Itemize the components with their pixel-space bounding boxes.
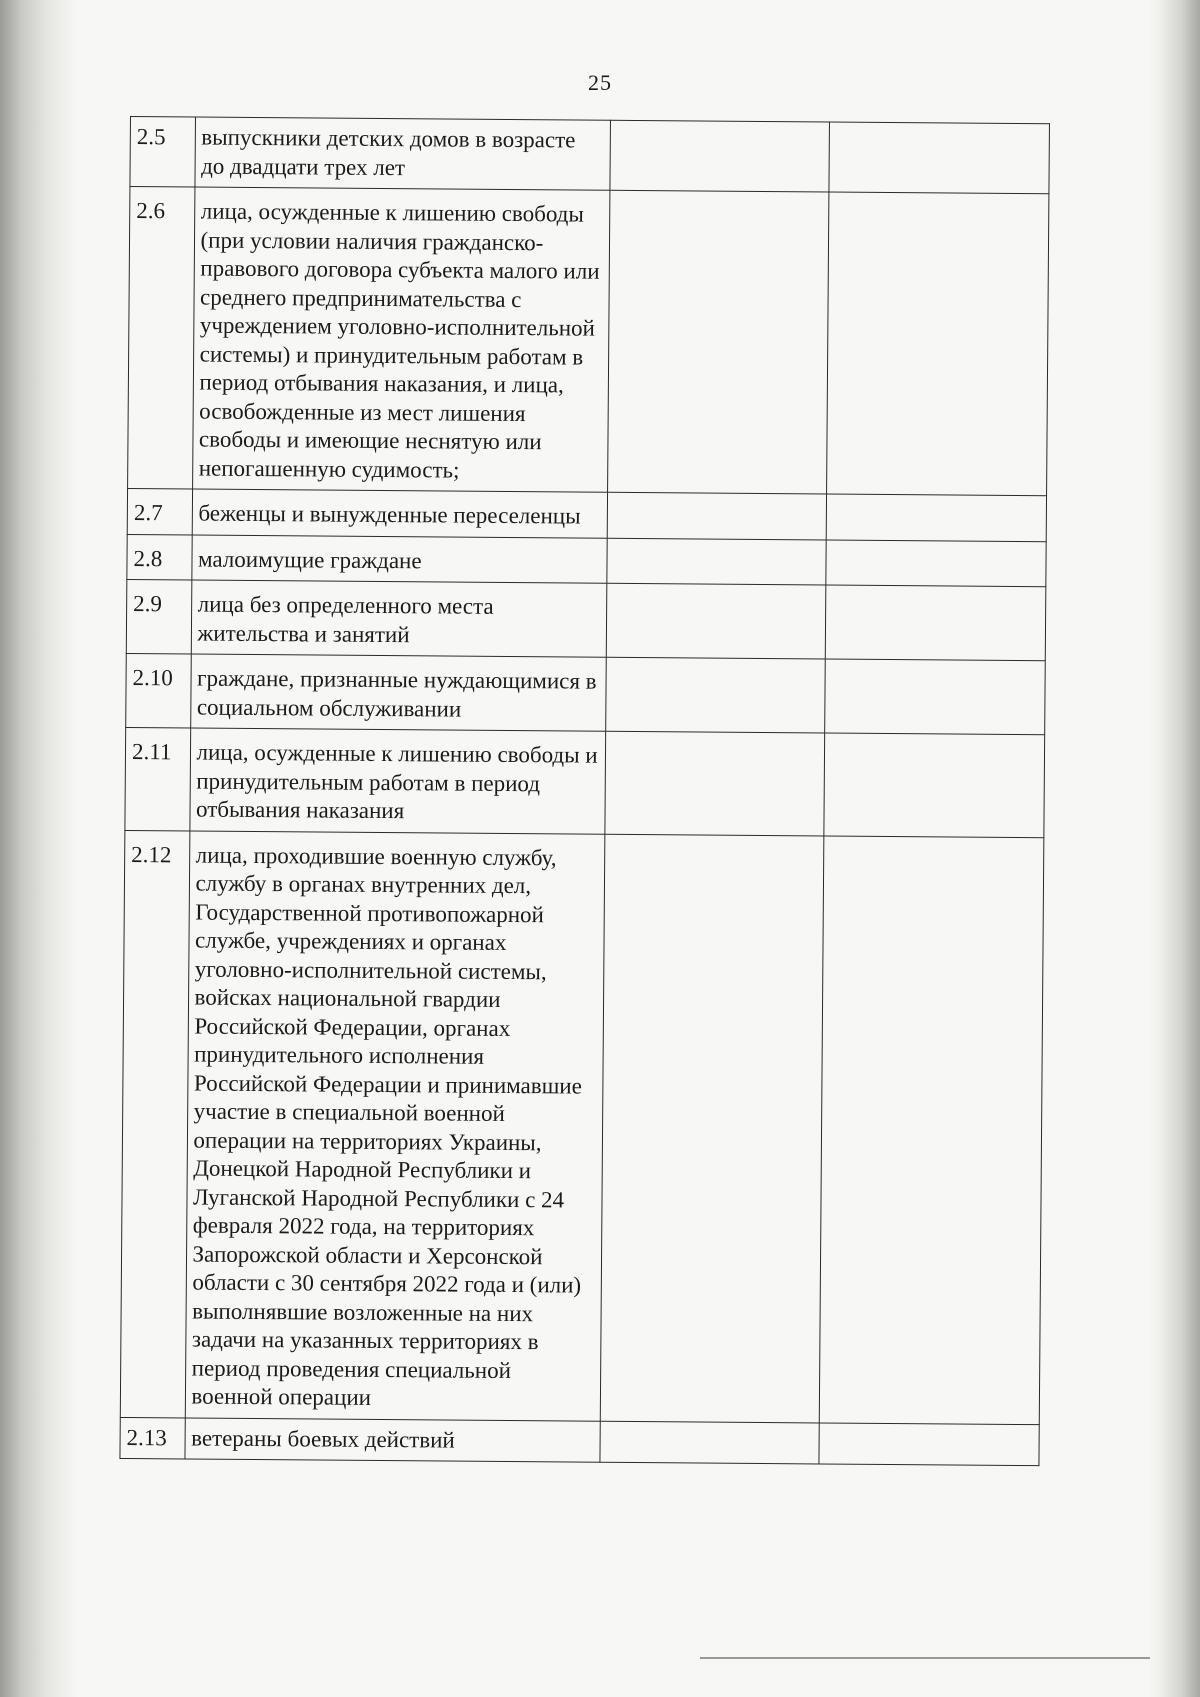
table-row	[127, 488, 1046, 541]
row-text: выпускники детских домов в возрасте до двадцати трех лет	[194, 117, 610, 190]
table-row	[120, 1417, 1039, 1466]
row-number: 2.8	[127, 534, 192, 580]
empty-cell	[829, 122, 1049, 194]
row-number: 2.12	[120, 830, 189, 1417]
row-text: граждане, признанные нуждающимися в социальном обслуживании	[190, 654, 606, 731]
row-number: 2.11	[125, 727, 190, 830]
empty-cell	[607, 538, 827, 585]
row-text: малоимущие граждане	[191, 534, 607, 583]
row-number: 2.13	[120, 1417, 185, 1459]
table-row	[130, 117, 1050, 194]
empty-cell	[607, 492, 827, 539]
empty-cell	[606, 657, 826, 733]
row-number: 2.5	[130, 117, 195, 188]
scan-shadow-right	[1148, 0, 1200, 1697]
row-number: 2.10	[126, 653, 191, 728]
empty-cell	[827, 192, 1049, 496]
row-text: беженцы и вынужденные переселенцы	[192, 489, 608, 538]
empty-cell	[825, 659, 1045, 735]
document-table	[119, 116, 1050, 1466]
row-number: 2.7	[127, 488, 192, 534]
row-text: лица, осужденные к лишению свободы и принудительным работам в период отбывания наказания	[189, 728, 605, 834]
row-text: ветераны боевых действий	[184, 1417, 600, 1462]
empty-cell	[827, 494, 1047, 541]
empty-cell	[819, 1422, 1039, 1465]
empty-cell	[610, 120, 830, 192]
page-number: 25	[588, 70, 612, 95]
empty-cell	[820, 835, 1044, 1424]
empty-cell	[824, 733, 1044, 837]
scan-edge-line	[700, 1657, 1150, 1659]
scan-shadow-left	[0, 0, 78, 1697]
row-number: 2.6	[128, 187, 195, 489]
empty-cell	[605, 731, 825, 835]
empty-cell	[607, 190, 829, 494]
table-row	[126, 579, 1046, 660]
table-row	[127, 534, 1046, 587]
row-text: лица, проходившие военную службу, службу в органах внутренних дел, Государственной противопожарной службе, учреждениях и органах уголовно-исполнительной системы, войсках национальной гвардии Российской Федерации, органах принудительного исполнения Российской Федерации и принимавшие участие в специальной военной операции на территориях Украины, Донецкой Народной Республики и Луганской Народной Республики с 24 февраля 2022 года, на территориях Запорожской области и Херсонской области с 30 сентября 2022 года и (или) выполнявшие возложенные на них задачи на указанных территориях в период проведения специальной военной операции	[185, 830, 605, 1420]
empty-cell	[606, 583, 826, 659]
empty-cell	[600, 834, 824, 1423]
table-row	[120, 830, 1044, 1424]
table-row	[125, 727, 1045, 837]
table-row	[128, 187, 1049, 496]
empty-cell	[826, 585, 1046, 661]
empty-cell	[826, 539, 1046, 586]
row-number: 2.9	[126, 579, 191, 654]
row-text: лица без определенного места жительства и занятий	[191, 580, 607, 657]
table-row	[126, 653, 1046, 734]
row-text: лица, осужденные к лишению свободы (при условии наличия гражданско-правового договора субъекта малого или среднего предпринимательства с учреждением уголовно-исполнительной системы) и принудительным работам в период отбывания наказания, и лица, освобожденные из мест лишения свободы и имеющие неснятую или непогашенную судимость;	[192, 187, 610, 492]
empty-cell	[600, 1421, 820, 1464]
